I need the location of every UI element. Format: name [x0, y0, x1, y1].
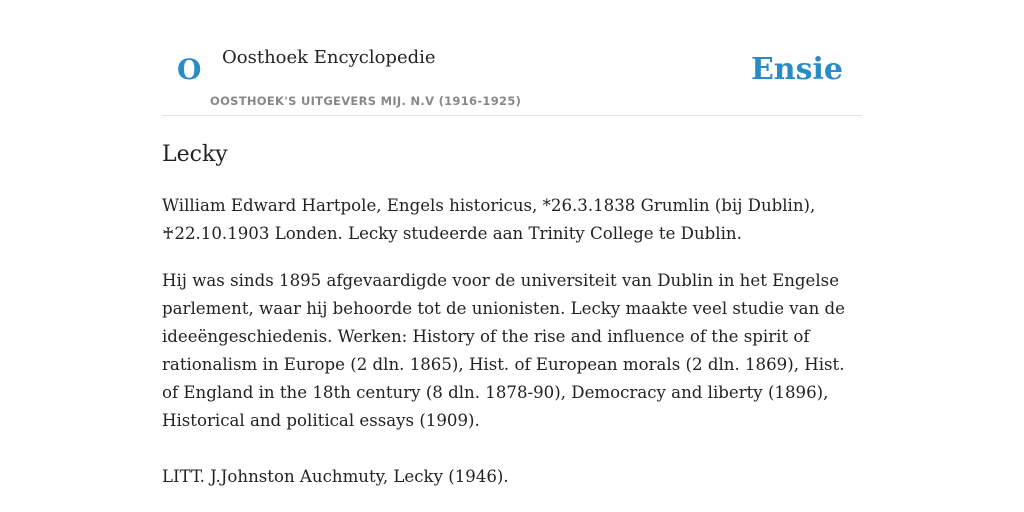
source-subtitle: OOSTHOEK'S UITGEVERS MIJ. N.V (1916-1925) [210, 94, 522, 108]
source-header [162, 0, 862, 116]
entry-paragraph: William Edward Hartpole, Engels historicus, *26.3.1838 Grumlin (bij Dublin), ♰22.10.1903 Londen. Lecky studeerde aan Trinity College te Dublin. [162, 196, 816, 243]
ensie-logo-link[interactable]: Ensie [750, 52, 843, 87]
entry-title: Lecky [162, 142, 228, 167]
source-title-link[interactable]: Oosthoek Encyclopedie [222, 47, 436, 68]
entry-content [162, 140, 862, 491]
literature-reference: LITT. J.Johnston Auchmuty, Lecky (1946). [162, 467, 509, 486]
source-logo[interactable]: O [177, 53, 202, 86]
entry-paragraph: Hij was sinds 1895 afgevaardigde voor de universiteit van Dublin in het Engelse parlement, waar hij behoorde tot de unionisten. Lecky maakte veel studie van de ideeëngeschiedenis. Werken: History of the rise and influence of the spirit of rationalism in Europe (2 dln. 1865), Hist. of European morals (2 dln. 1869), Hist. of England in the 18th century (8 dln. 1878-90), Democracy and liberty (1896), Historical and political essays (1909). [162, 271, 845, 430]
